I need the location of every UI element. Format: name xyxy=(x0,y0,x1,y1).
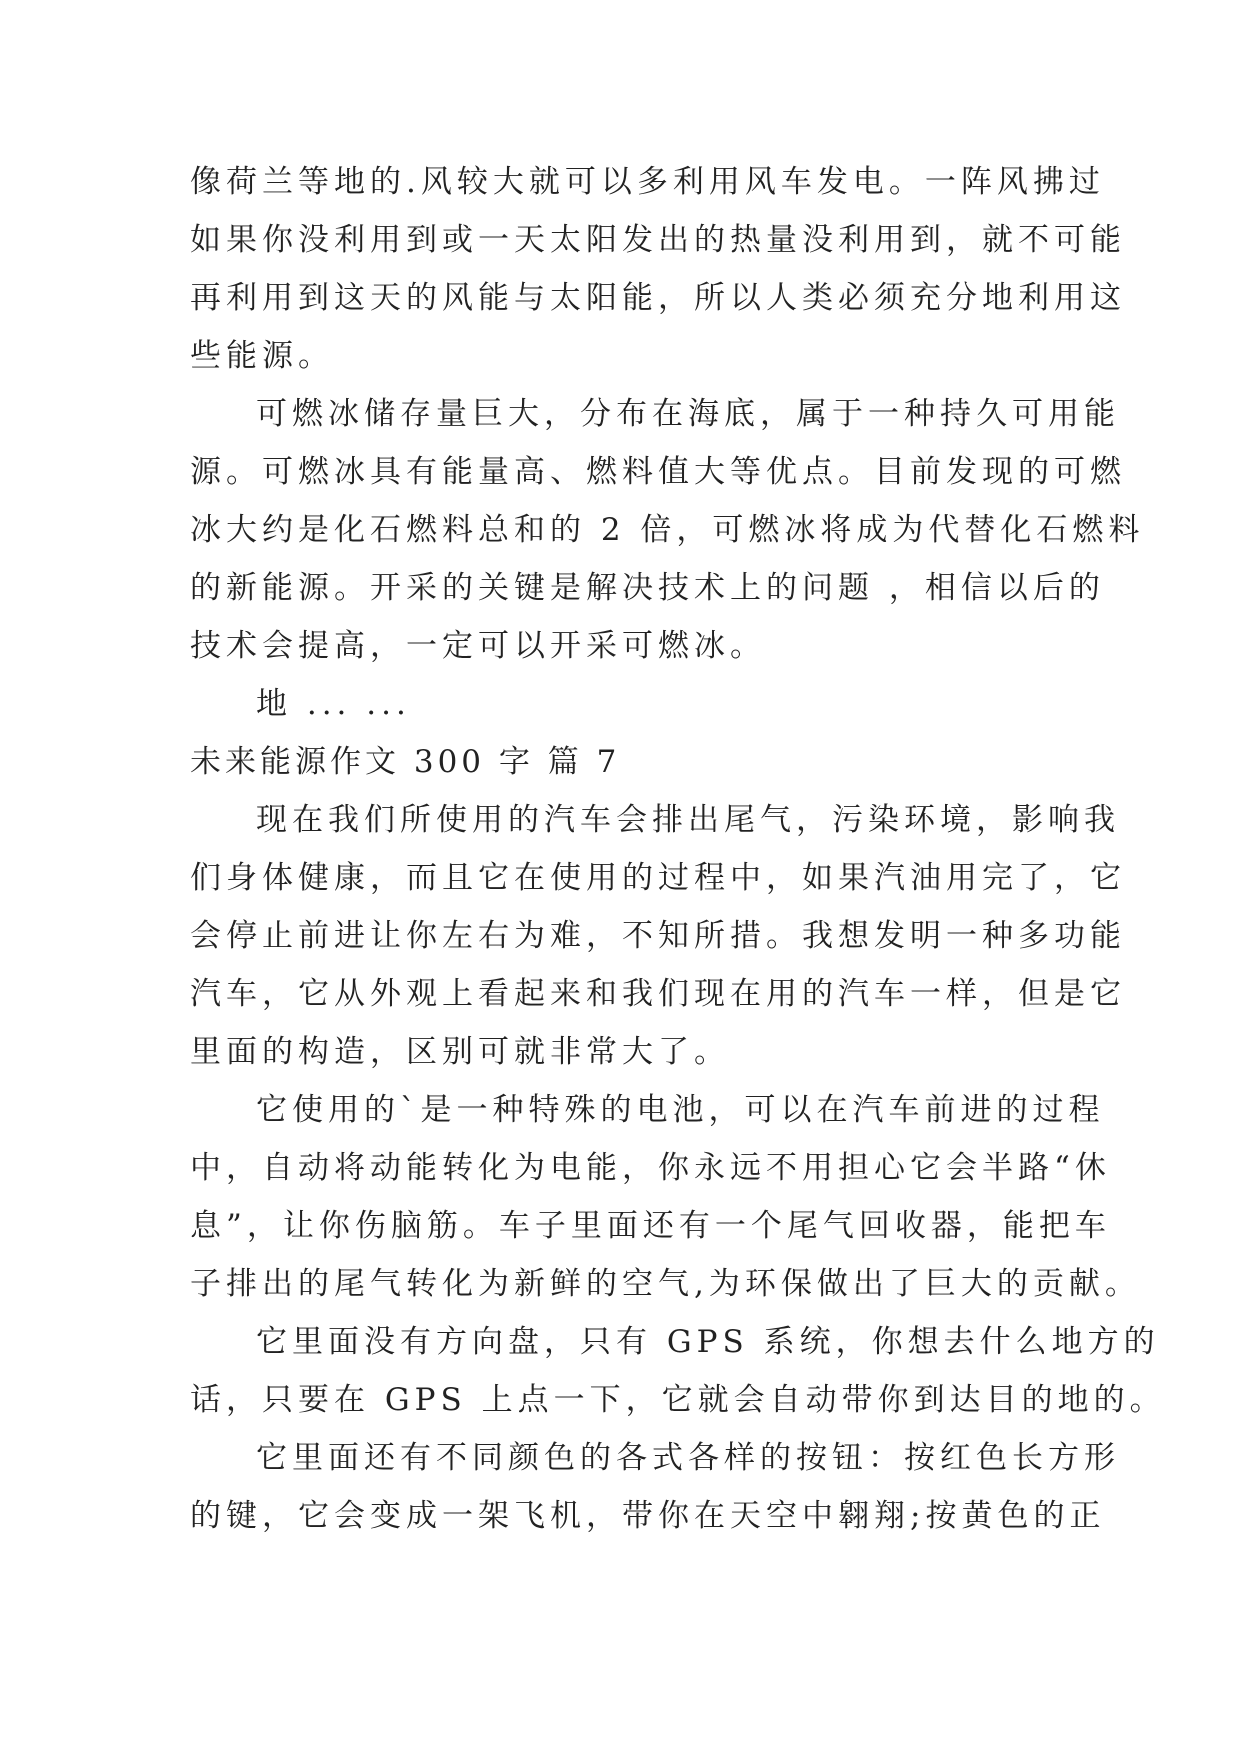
text-line: 的键，它会变成一架飞机，带你在天空中翱翔;按黄色的正 xyxy=(190,1498,1106,1534)
paragraph-start-line: 它里面还有不同颜色的各式各样的按钮：按红色长方形 xyxy=(256,1440,1120,1476)
text-line: 子排出的尾气转化为新鲜的空气,为环保做出了巨大的贡献。 xyxy=(190,1266,1141,1302)
text-line: 会停止前进让你左右为难，不知所措。我想发明一种多功能 xyxy=(190,918,1126,954)
text-line: 源。可燃冰具有能量高、燃料值大等优点。目前发现的可燃 xyxy=(190,454,1126,490)
text-line: 再利用到这天的风能与太阳能，所以人类必须充分地利用这 xyxy=(190,280,1126,316)
text-line: 冰大约是化石燃料总和的 2 倍，可燃冰将成为代替化石燃料 xyxy=(190,512,1145,548)
text-line: 话，只要在 GPS 上点一下，它就会自动带你到达目的地的。 xyxy=(190,1382,1166,1418)
paragraph-start-line: 地 ... ... xyxy=(256,686,411,722)
paragraph-start-line: 现在我们所使用的汽车会排出尾气，污染环境，影响我 xyxy=(256,802,1120,838)
text-line: 们身体健康，而且它在使用的过程中，如果汽油用完了，它 xyxy=(190,860,1126,896)
paragraph-start-line: 可燃冰储存量巨大，分布在海底，属于一种持久可用能 xyxy=(256,396,1120,432)
section-heading: 未来能源作文 300 字 篇 7 xyxy=(190,744,621,780)
text-line: 汽车，它从外观上看起来和我们现在用的汽车一样，但是它 xyxy=(190,976,1126,1012)
text-line: 的新能源。开采的关键是解决技术上的问题 ，相信以后的 xyxy=(190,570,1105,606)
text-line: 如果你没利用到或一天太阳发出的热量没利用到，就不可能 xyxy=(190,222,1126,258)
paragraph-start-line: 它使用的`是一种特殊的电池，可以在汽车前进的过程 xyxy=(256,1092,1105,1128)
paragraph-start-line: 它里面没有方向盘，只有 GPS 系统，你想去什么地方的 xyxy=(256,1324,1160,1360)
text-line: 中，自动将动能转化为电能，你永远不用担心它会半路“休 xyxy=(190,1150,1111,1186)
text-line: 里面的构造，区别可就非常大了。 xyxy=(190,1034,730,1070)
text-line: 技术会提高，一定可以开采可燃冰。 xyxy=(190,628,766,664)
text-line: 像荷兰等地的.风较大就可以多利用风车发电。一阵风拂过 xyxy=(190,164,1105,200)
text-line: 些能源。 xyxy=(190,338,334,374)
text-line: 息”，让你伤脑筋。车子里面还有一个尾气回收器，能把车 xyxy=(190,1208,1111,1244)
